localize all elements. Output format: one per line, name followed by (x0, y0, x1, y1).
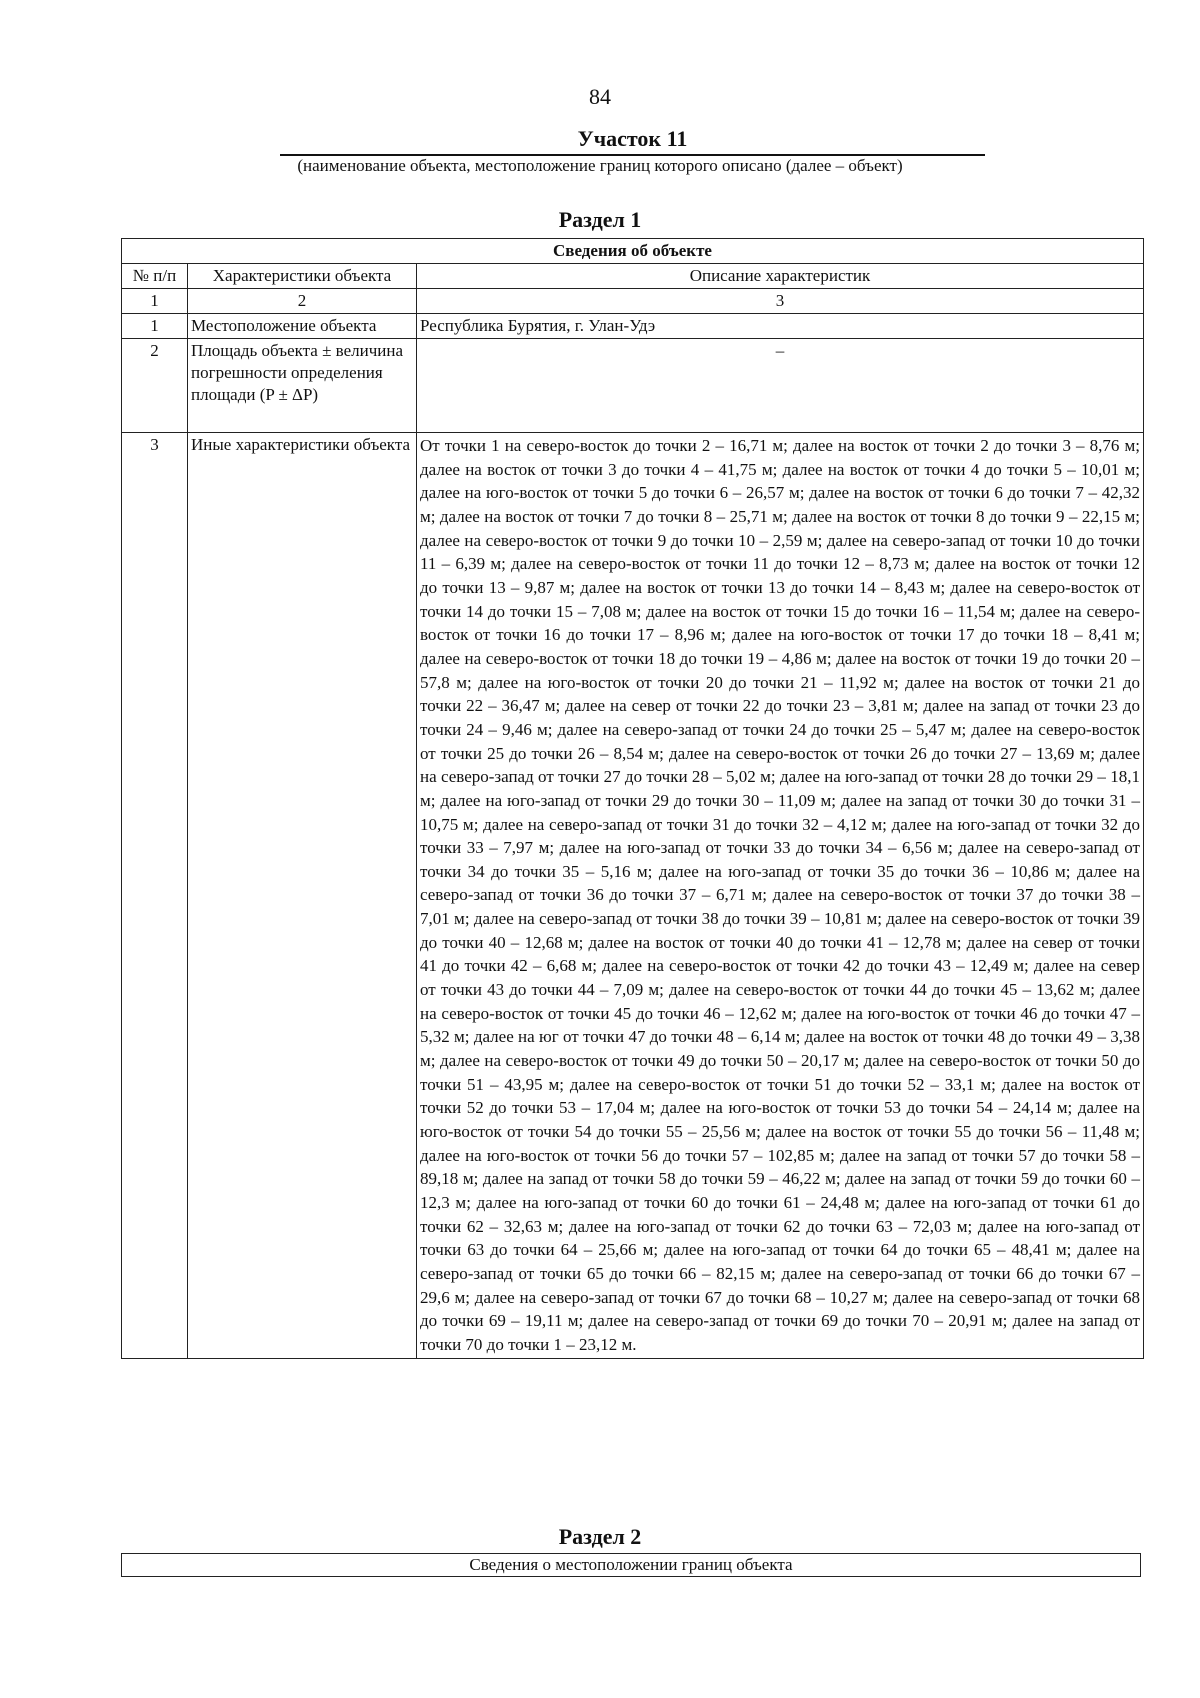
object-info-table (121, 238, 1144, 1359)
header-description: Описание характеристик (417, 264, 1144, 289)
table-row (122, 339, 1144, 433)
table-header-row (122, 264, 1144, 289)
page-number: 84 (589, 84, 611, 109)
row-number: 3 (122, 433, 188, 1359)
row-description: От точки 1 на северо-восток до точки 2 – 16,71 м; далее на восток от точки 2 до точки 3 – 8,76 м; далее на восток от точки 3 до точки 4 – 41,75 м; далее на восток от точки 4 до точки 5 – 10,01 м; далее на юго-восток от точки 5 до точки 6 – 26,57 м; далее на восток от точки 6 до точки 7 – 42,32 м; далее на восток от точки 7 до точки 8 – 25,71 м; далее на восток от точки 8 до точки 9 – 22,15 м; далее на северо-восток от точки 9 до точки 10 – 2,59 м; далее на северо-запад от точки 10 до точки 11 – 6,39 м; далее на северо-восток от точки 11 до точки 12 – 8,73 м; далее на восток от точки 12 до точки 13 – 9,87 м; далее на восток от точки 13 до точки 14 – 8,43 м; далее на северо-восток от точки 14 до точки 15 – 7,08 м; далее на восток от точки 15 до точки 16 – 11,54 м; далее на северо-восток от точки 16 до точки 17 – 8,96 м; далее на юго-восток от точки 17 до точки 18 – 8,41 м; далее на северо-восток от точки 18 до точки 19 – 4,86 м; далее на восток от точки 19 до точки 20 – 57,8 м; далее на юго-восток от точки 20 до точки 21 – 11,92 м; далее на восток от точки 21 до точки 22 – 36,47 м; далее на север от точки 22 до точки 23 – 3,81 м; далее на запад от точки 23 до точки 24 – 9,46 м; далее на северо-запад от точки 24 до точки 25 – 5,47 м; далее на северо-восток от точки 25 до точки 26 – 8,54 м; далее на северо-восток от точки 26 до точки 27 – 13,69 м; далее на северо-запад от точки 27 до точки 28 – 5,02 м; далее на юго-запад от точки 28 до точки 29 – 18,1 м; далее на юго-запад от точки 29 до точки 30 – 11,09 м; далее на запад от точки 30 до точки 31 – 10,75 м; далее на северо-запад от точки 31 до точки 32 – 4,12 м; далее на юго-запад от точки 32 до точки 33 – 7,97 м; далее на юго-запад от точки 33 до точки 34 – 6,56 м; далее на северо-запад от точки 34 до точки 35 – 5,16 м; далее на юго-запад от точки 35 до точки 36 – 10,86 м; далее на северо-запад от точки 36 до точки 37 – 6,71 м; далее на северо-восток от точки 37 до точки 38 – 7,01 м; далее на северо-запад от точки 38 до точки 39 – 10,81 м; далее на северо-восток от точки 39 до точки 40 – 12,68 м; далее на восток от точки 40 до точки 41 – 12,78 м; далее на север от точки 41 до точки 42 – 6,68 м; далее на северо-восток от точки 42 до точки 43 – 12,49 м; далее на север от точки 43 до точки 44 – 7,09 м; далее на северо-восток от точки 44 до точки 45 – 13,62 м; далее на северо-восток от точки 45 до точки 46 – 12,62 м; далее на юго-восток от точки 46 до точки 47 – 5,32 м; далее на юг от точки 47 до точки 48 – 6,14 м; далее на восток от точки 48 до точки 49 – 3,38 м; далее на северо-восток от точки 49 до точки 50 – 20,17 м; далее на северо-восток от точки 50 до точки 51 – 43,95 м; далее на северо-восток от точки 51 до точки 52 – 33,1 м; далее на восток от точки 52 до точки 53 – 17,04 м; далее на юго-восток от точки 53 до точки 54 – 24,14 м; далее на юго-восток от точки 54 до точки 55 – 25,56 м; далее на восток от точки 55 до точки 56 – 11,48 м; далее на юго-восток от точки 56 до точки 57 – 102,85 м; далее на запад от точки 57 до точки 58 – 89,18 м; далее на запад от точки 58 до точки 59 – 46,22 м; далее на запад от точки 59 до точки 60 – 12,3 м; далее на юго-запад от точки 60 до точки 61 – 24,48 м; далее на юго-запад от точки 61 до точки 62 – 32,63 м; далее на юго-запад от точки 62 до точки 63 – 72,03 м; далее на юго-запад от точки 63 до точки 64 – 25,66 м; далее на юго-запад от точки 64 до точки 65 – 48,41 м; далее на северо-запад от точки 65 до точки 66 – 82,15 м; далее на северо-запад от точки 66 до точки 67 – 29,6 м; далее на северо-запад от точки 67 до точки 68 – 10,27 м; далее на северо-запад от точки 68 до точки 69 – 19,11 м; далее на северо-запад от точки 69 до точки 70 – 20,91 м; далее на запад от точки 70 до точки 1 – 23,12 м. (417, 433, 1144, 1359)
table-title-row (122, 239, 1144, 264)
row-characteristic: Площадь объекта ± величина погрешности определения площади (P ± ΔP) (188, 339, 417, 433)
object-title-line (280, 124, 985, 156)
row-number: 2 (122, 339, 188, 433)
table-title: Сведения об объекте (122, 239, 1144, 264)
header-number: № п/п (122, 264, 188, 289)
column-number: 2 (188, 289, 417, 314)
table-row (122, 433, 1144, 1359)
section-2-title: Раздел 2 (558, 1524, 642, 1549)
table-title: Сведения о местоположении границ объекта (122, 1554, 1141, 1577)
column-number: 1 (122, 289, 188, 314)
row-characteristic: Местоположение объекта (188, 314, 417, 339)
object-caption: (наименование объекта, местоположение границ которого описано (далее – объект) (297, 156, 903, 175)
header-characteristic: Характеристики объекта (188, 264, 417, 289)
row-number: 1 (122, 314, 188, 339)
section-1-title: Раздел 1 (558, 207, 642, 232)
row-description: – (417, 339, 1144, 433)
column-number-row (122, 289, 1144, 314)
row-characteristic: Иные характеристики объекта (188, 433, 417, 1359)
table-title-row (122, 1554, 1141, 1577)
column-number: 3 (417, 289, 1144, 314)
row-description: Республика Бурятия, г. Улан-Удэ (417, 314, 1144, 339)
object-title: Участок 11 (577, 126, 688, 151)
boundary-location-table (121, 1553, 1141, 1577)
table-row (122, 314, 1144, 339)
